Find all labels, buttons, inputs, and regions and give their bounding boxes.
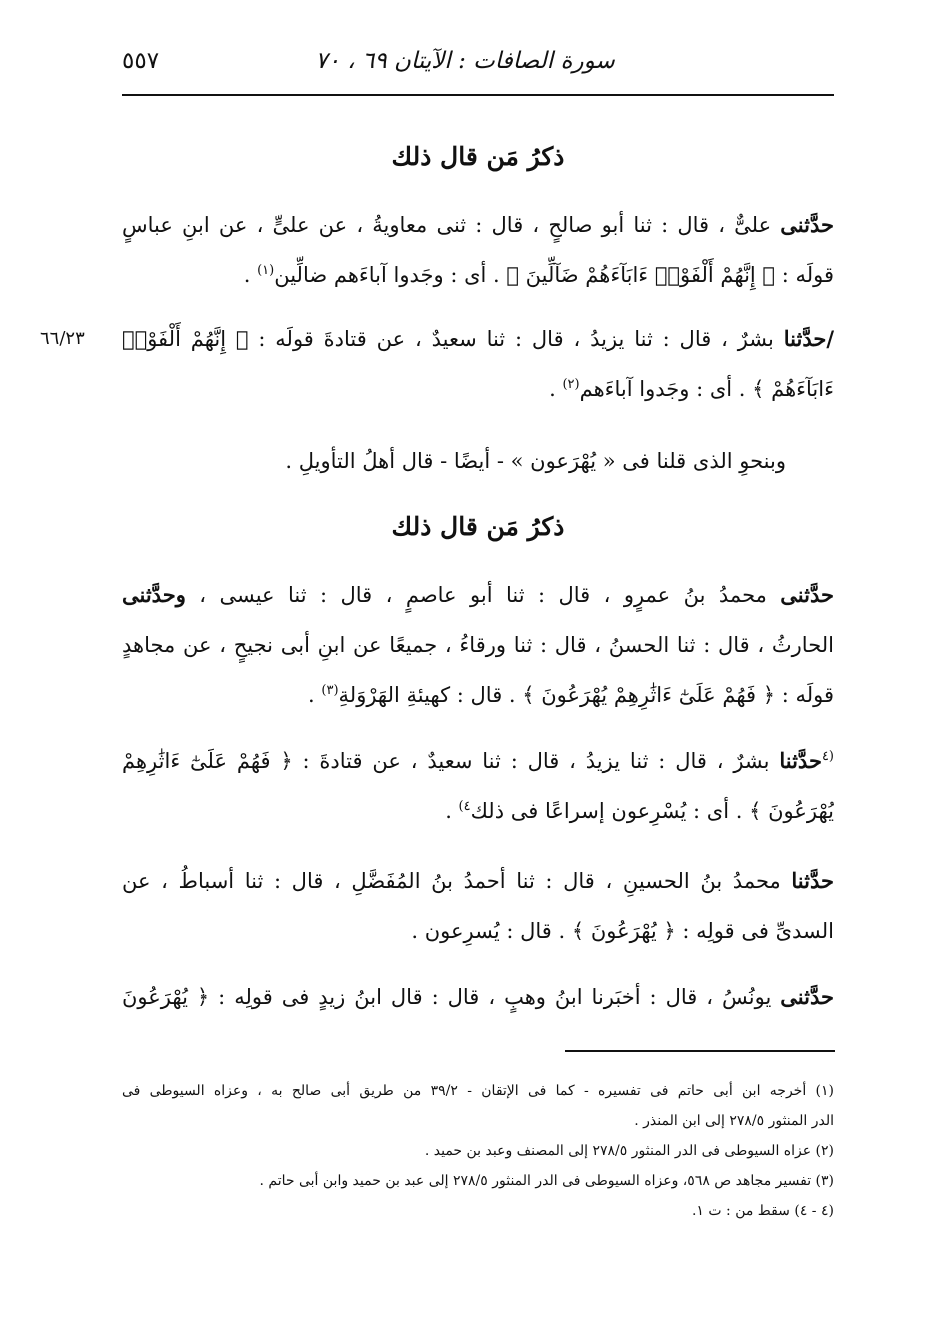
text-run: يُهْرَعُونَ ﴾ . أى : يُسْرِعون إسراعًا فى ذلك (470, 799, 834, 823)
footnotes (122, 1076, 834, 1226)
text-line (122, 250, 834, 300)
text-line: وبنحوِ الذى قلنا فى « يُهْرَعون » - أيضًا - قال أهلُ التأويلِ . (285, 449, 786, 473)
footnote-line: (٤ - ٤) سقط من : ت ١. (691, 1203, 834, 1219)
narrator-lead: /حدَّثنا (783, 326, 834, 351)
section-heading: ذكرُ مَن قال ذلك (391, 142, 565, 171)
narrator-lead: حدَّثنى (780, 582, 834, 607)
text-run: . (445, 799, 459, 823)
paragraph (122, 200, 834, 300)
text-line (122, 570, 834, 620)
header-rule (122, 94, 834, 96)
narrator-lead: حدَّثنى (780, 212, 834, 237)
paragraph (122, 736, 834, 836)
text-line: السدىِّ فى قولِه : ﴿ يُهْرَعُونَ ﴾ . قال : يُسرِعون . (411, 919, 834, 943)
text-run: محمدُ بنُ عمرٍو ، قال : ثنا أبو عاصمٍ ، قال : ثنا عيسى ، (185, 583, 781, 607)
footnote-line: (١) أخرجه ابن أبى حاتم فى تفسيره - كما فى الإتقان - ٣٩/٢ من طريق أبى صالح به ، وعزاه السيوطى فى (122, 1083, 834, 1099)
text-run: ءَابَآءَهُمْ ﴾ . أى : وجَدوا آباءَهم (579, 377, 834, 401)
text-run: بشرٌ ، قال : ثنا يزيدُ ، قال : ثنا سعيدٌ ، عن قتادةَ قولَه : ﴿ إِنَّهُمْ أَلْفَوْا۟ (122, 327, 784, 351)
narrator-lead: حدَّثنى (780, 984, 834, 1009)
text-run: قولَه : ﴿ إِنَّهُمْ أَلْفَوْا۟ ءَابَآءَهُمْ ضَآلِّينَ ﴾ . أى : وجَدوا آباءَهم ضالِّين (274, 263, 834, 287)
text-run: . (549, 377, 563, 401)
text-run: محمدُ بنُ الحسينِ ، قال : ثنا أحمدُ بنُ المُفَضَّلِ ، قال : ثنا أسباطُ ، عن (122, 869, 792, 893)
footnote-separator (565, 1050, 835, 1052)
text-run: . (243, 263, 258, 287)
footnote-ref: (٤ (821, 749, 834, 764)
text-line (122, 200, 834, 250)
text-run: قولَه : ﴿ فَهُمْ عَلَىٰٓ ءَاثَٰرِهِمْ يُهْرَعُونَ ﴾ . قال : كهيئةِ الهَرْوَلةِ (338, 683, 834, 707)
paragraph (122, 856, 834, 956)
paragraph (122, 436, 834, 486)
paragraph (122, 314, 834, 414)
narrator-lead: حدَّثنا (779, 748, 822, 773)
text-run: يونُسُ ، قال : أخبَرنا ابنُ وهبٍ ، قال : قال ابنُ زيدٍ فى قولِه : ﴿ يُهْرَعُونَ (122, 985, 781, 1009)
text-line (122, 786, 834, 836)
footnote-ref: (٣) (321, 683, 339, 698)
text-run: . (308, 683, 322, 707)
text-line (122, 972, 834, 1022)
paragraph (122, 972, 834, 1022)
footnote-line: الدر المنثور ٢٧٨/٥ إلى ابن المنذر . (634, 1113, 834, 1129)
narrator-lead: حدَّثنا (791, 868, 834, 893)
text-run: بشرٌ ، قال : ثنا يزيدُ ، قال : ثنا سعيدٌ ، عن قتادةَ : ﴿ فَهُمْ عَلَىٰٓ ءَاثَٰرِهِمْ (122, 749, 780, 773)
page-number: ٥٥٧ (122, 48, 160, 74)
footnote-ref: ٤) (458, 799, 471, 814)
text-line (122, 736, 834, 786)
text-run: علىٌّ ، قال : ثنا أبو صالحٍ ، قال : ثنى معاويةُ ، عن علىٍّ ، عن ابنِ عباسٍ (122, 213, 781, 237)
text-line: الحارثُ ، قال : ثنا الحسنُ ، قال : ثنا ورقاءُ ، جميعًا عن ابنِ أبى نجيحٍ ، عن مجاهدٍ (122, 633, 834, 657)
footnote-line: (٣) تفسير مجاهد ص ٥٦٨، وعزاه السيوطى فى الدر المنثور ٢٧٨/٥ إلى عبد بن حميد وابن أبى حاتم . (259, 1173, 834, 1189)
margin-reference: ٦٦/٢٣ (40, 328, 85, 349)
text-line (122, 314, 834, 364)
footnote-ref: (١) (257, 263, 275, 278)
text-line (122, 856, 834, 906)
section-heading: ذكرُ مَن قال ذلك (391, 512, 565, 541)
narrator-lead: وحدَّثنى (122, 582, 186, 607)
running-header-title: سورة الصافات : الآيتان ٦٩ ، ٧٠ (315, 48, 615, 74)
footnote-ref: (٢) (562, 377, 580, 392)
paragraph (122, 570, 834, 720)
footnote-line: (٢) عزاه السيوطى فى الدر المنثور ٢٧٨/٥ إلى المصنف وعبد بن حميد . (424, 1143, 834, 1159)
text-line (122, 670, 834, 720)
text-line (122, 364, 834, 414)
